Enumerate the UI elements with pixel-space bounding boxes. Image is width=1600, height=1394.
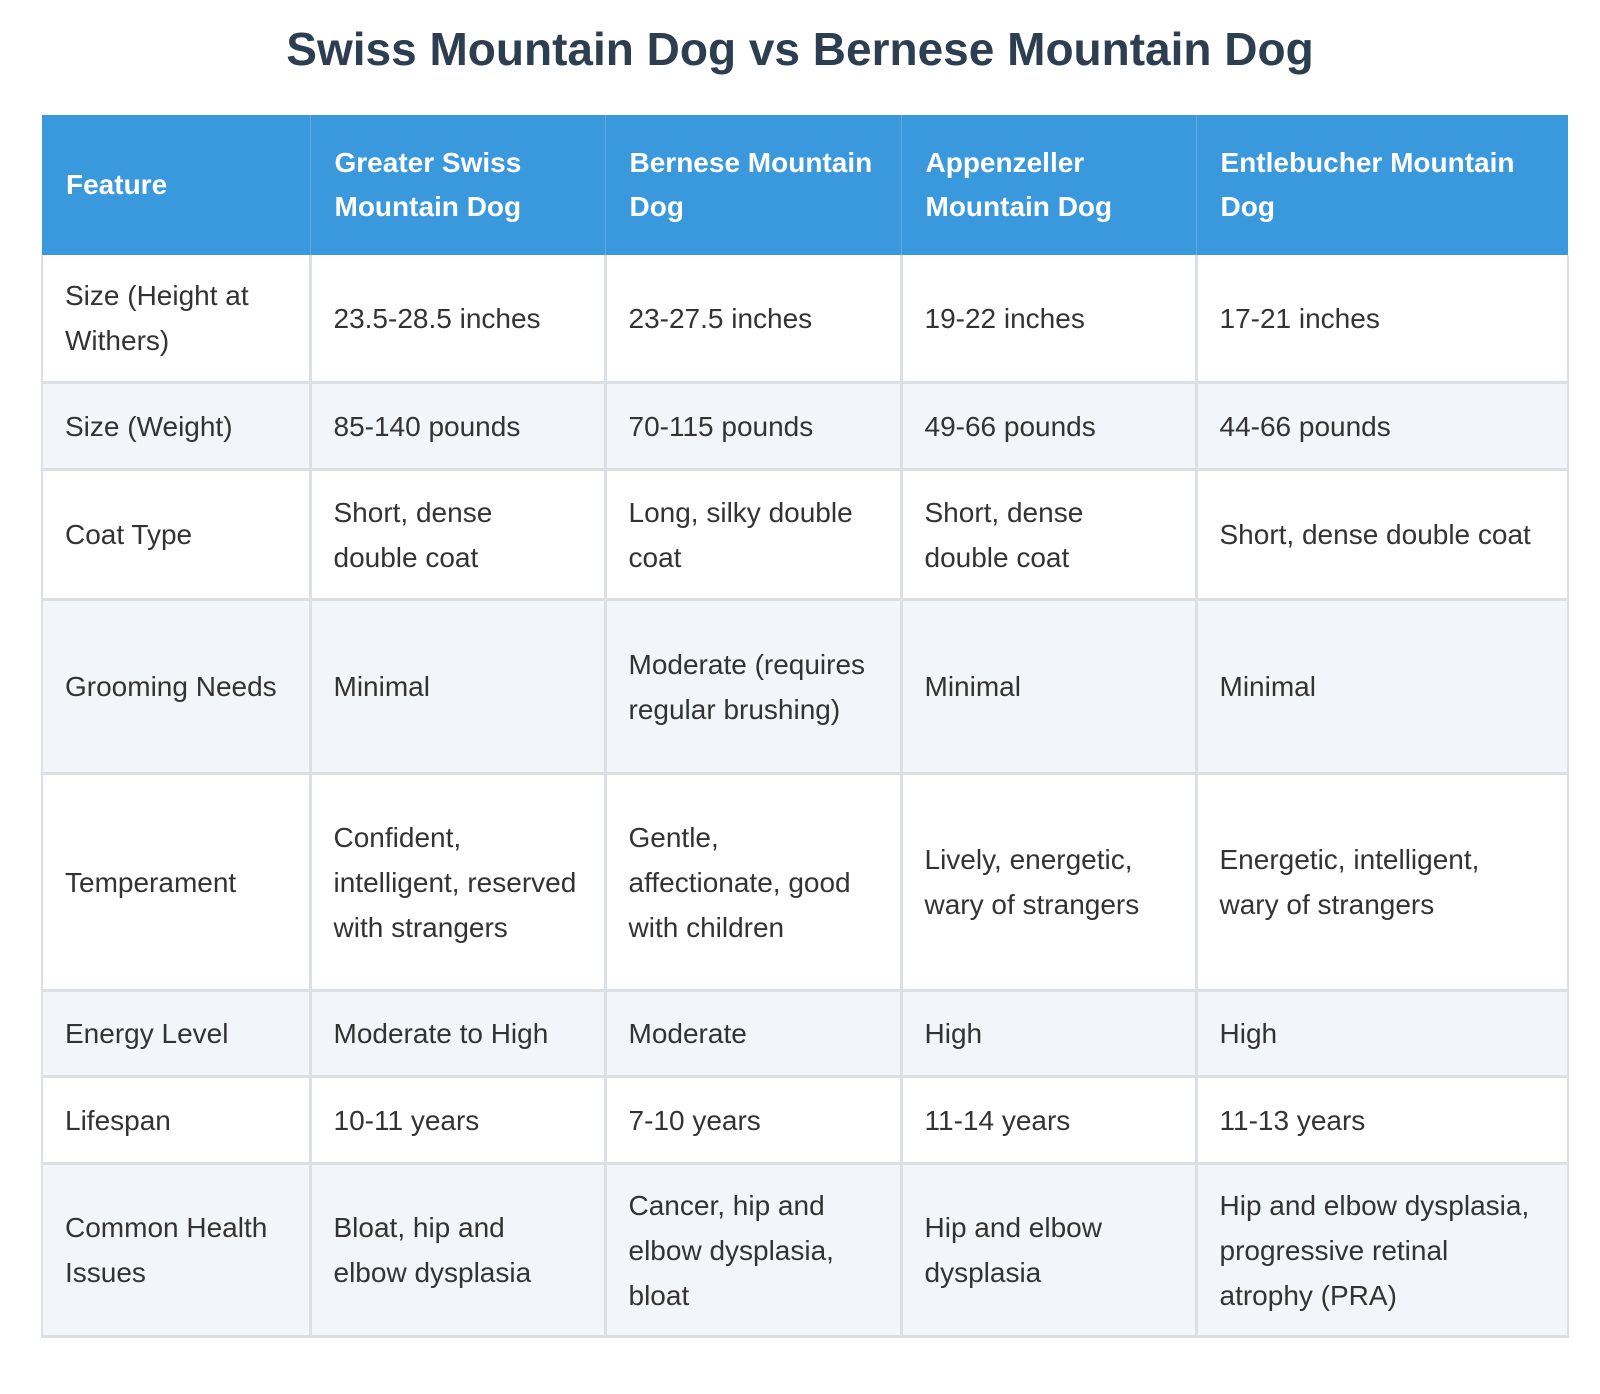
header-entlebucher: Entlebucher Mountain Dog [1196,115,1568,255]
page-title: Swiss Mountain Dog vs Bernese Mountain Dog [286,23,1314,75]
feature-cell: Temperament [42,774,310,991]
table-cell: Hip and elbow dysplasia, progressive retinal atrophy (PRA) [1196,1164,1568,1337]
table-cell: Confident, intelligent, reserved with strangers [310,774,605,991]
table-cell: Long, silky double coat [605,470,901,600]
table-header [42,115,1568,255]
table-cell: High [1196,991,1568,1077]
table-row [42,991,1568,1077]
table-cell: 7-10 years [605,1077,901,1164]
table-row [42,1164,1568,1337]
table-cell: Moderate to High [310,991,605,1077]
table-cell: 49-66 pounds [901,383,1196,470]
table-cell: 23.5-28.5 inches [310,255,605,383]
table-cell: Short, dense double coat [901,470,1196,600]
table-cell: 10-11 years [310,1077,605,1164]
table-cell: High [901,991,1196,1077]
table-row [42,774,1568,991]
table-cell: Bloat, hip and elbow dysplasia [310,1164,605,1337]
table-row [42,1077,1568,1164]
table-cell: 44-66 pounds [1196,383,1568,470]
table-cell: Hip and elbow dysplasia [901,1164,1196,1337]
table-cell: Moderate (requires regular brushing) [605,600,901,774]
table-cell: 11-14 years [901,1077,1196,1164]
table-cell: Cancer, hip and elbow dysplasia, bloat [605,1164,901,1337]
table-row [42,383,1568,470]
table-cell: 17-21 inches [1196,255,1568,383]
table-cell: Short, dense double coat [1196,470,1568,600]
table-cell: 23-27.5 inches [605,255,901,383]
table-cell: Short, dense double coat [310,470,605,600]
feature-cell: Size (Height at Withers) [42,255,310,383]
table-cell: 11-13 years [1196,1077,1568,1164]
header-greater-swiss: Greater Swiss Mountain Dog [310,115,605,255]
feature-cell: Common Health Issues [42,1164,310,1337]
feature-cell: Lifespan [42,1077,310,1164]
table-row [42,255,1568,383]
table-row [42,470,1568,600]
table-cell: Moderate [605,991,901,1077]
feature-cell: Grooming Needs [42,600,310,774]
header-bernese: Bernese Mountain Dog [605,115,901,255]
header-row [42,115,1568,255]
comparison-table [41,115,1569,1338]
table-row [42,600,1568,774]
header-appenzeller: Appenzeller Mountain Dog [901,115,1196,255]
table-cell: 70-115 pounds [605,383,901,470]
table-cell: Minimal [310,600,605,774]
table-cell: Minimal [901,600,1196,774]
table-body [42,255,1568,1337]
feature-cell: Energy Level [42,991,310,1077]
feature-cell: Size (Weight) [42,383,310,470]
table-cell: Lively, energetic, wary of strangers [901,774,1196,991]
table-cell: 19-22 inches [901,255,1196,383]
header-feature: Feature [42,115,310,255]
table-cell: 85-140 pounds [310,383,605,470]
table-cell: Gentle, affectionate, good with children [605,774,901,991]
table-cell: Minimal [1196,600,1568,774]
feature-cell: Coat Type [42,470,310,600]
table-cell: Energetic, intelligent, wary of strangers [1196,774,1568,991]
